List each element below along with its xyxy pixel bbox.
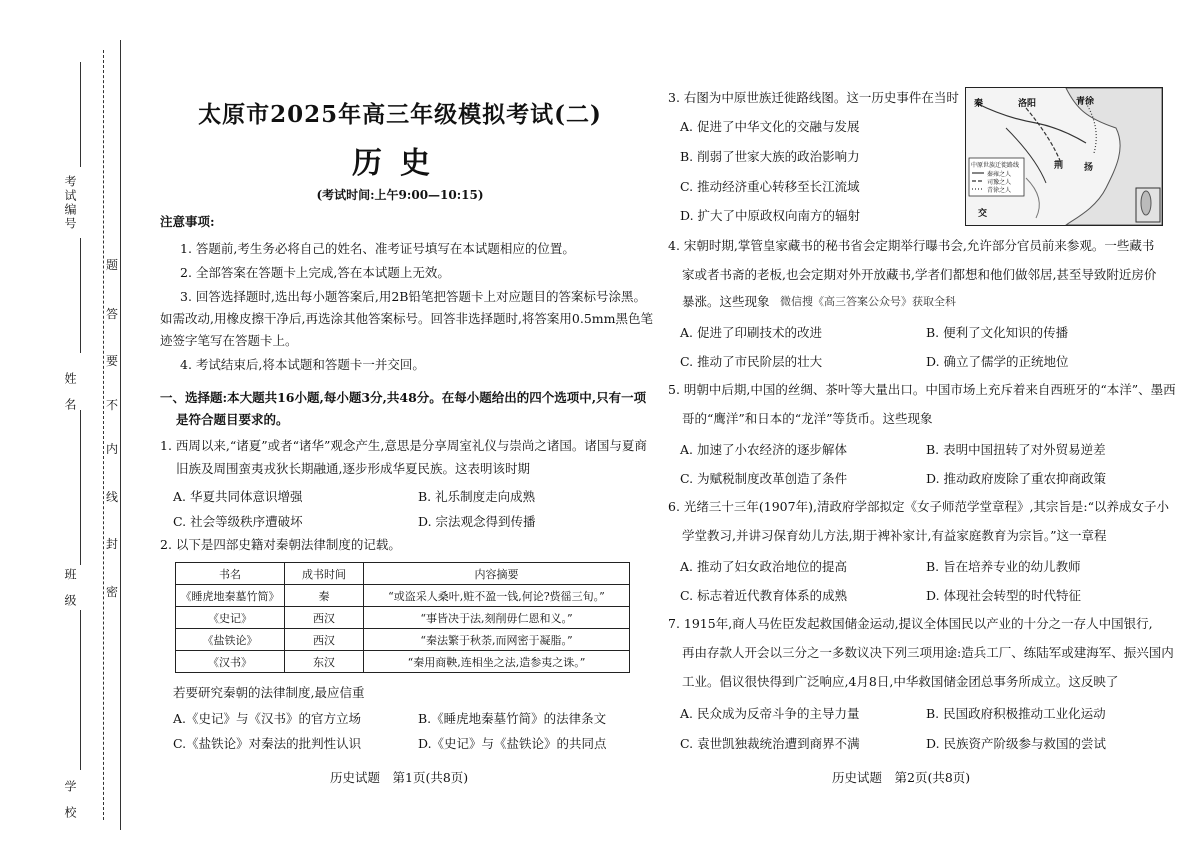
exam-number-line: [80, 62, 81, 167]
option-d: D.《史记》与《盐铁论》的共同点: [418, 736, 607, 751]
seal-line-dashed: [103, 50, 104, 820]
question-stem: 5. 明朝中后期,中国的丝绸、茶叶等大量出口。中国市场上充斥着来自西班牙的“本洋”、墨西: [668, 382, 1176, 397]
subject-title: 历史: [352, 146, 448, 181]
question-stem: 6. 光绪三十三年(1907年),清政府学部拟定《女子师范学堂章程》,其宗旨是:“以养成女子小: [668, 499, 1170, 514]
option-c: C. 袁世凯独裁统治遭到商界不满: [680, 736, 860, 751]
note-line: 如需改动,用橡皮擦干净后,再选涂其他答案标号。回答非选择题时,将答案用0.5mm黑色笔: [160, 311, 654, 326]
note-line: 迹签字笔写在答题卡上。: [160, 333, 298, 348]
option-c: C. 为赋税制度改革创造了条件: [680, 471, 848, 486]
table-row: [176, 585, 630, 607]
option-b: B. 削弱了世家大族的政治影响力: [680, 149, 860, 164]
table-cell: 《睡虎地秦墓竹简》: [176, 585, 285, 607]
option-b: B. 礼乐制度走向成熟: [418, 489, 536, 504]
map-legend-item: 司豫之人: [987, 179, 1012, 186]
seal-char: 内: [106, 442, 119, 456]
option-a: A.《史记》与《汉书》的官方立场: [173, 711, 362, 726]
table-cell: 秦: [285, 585, 364, 607]
school-label: 学校: [63, 780, 77, 832]
table-cell: 《汉书》: [176, 651, 285, 673]
question-stem: 3. 右图为中原世族迁徙路线图。这一历史事件在当时: [668, 90, 959, 105]
note-line: 4. 考试结束后,将本试题和答题卡一并交回。: [180, 357, 425, 372]
option-a: A. 推动了妇女政治地位的提高: [680, 559, 847, 574]
question-stem: 学堂教习,并讲习保育幼儿方法,期于裨补家计,有益家庭教育为宗旨。”这一章程: [682, 528, 1107, 543]
map-drawing: [966, 88, 1162, 225]
option-d: D. 推动政府废除了重农抑商政策: [926, 471, 1107, 486]
class-label: 班级: [63, 568, 77, 620]
seal-char: 线: [106, 490, 119, 504]
seal-char: 封: [106, 537, 119, 551]
table-cell: “事皆决于法,刻削毋仁恩和义。”: [364, 607, 630, 629]
table-cell: 《盐铁论》: [176, 629, 285, 651]
class-line: [80, 410, 81, 565]
option-d: D. 体现社会转型的时代特征: [926, 588, 1082, 603]
option-c: C. 推动经济重心转移至长江流域: [680, 179, 860, 194]
option-a: A. 加速了小农经济的逐步解体: [680, 442, 847, 457]
table-row: [176, 629, 630, 651]
map-label: 洛阳: [1018, 99, 1037, 109]
question-stem: 7. 1915年,商人马佐臣发起救国储金运动,提议全体国民以产业的十分之一存人中国银行,: [668, 616, 1153, 631]
table-cell: 西汉: [285, 607, 364, 629]
table-header: 书名: [176, 563, 285, 585]
section-heading: 一、选择题:本大题共16小题,每小题3分,共48分。在每小题给出的四个选项中,只有一项: [160, 390, 647, 405]
watermark-text: 微信搜《高三答案公众号》获取全科: [780, 295, 956, 308]
seal-char: 答: [106, 307, 119, 321]
map-legend-title: 中原世族迁徙路线: [971, 162, 1020, 169]
option-a: A. 促进了印刷技术的改进: [680, 325, 822, 340]
exam-number-label: 考试编号: [63, 175, 77, 231]
option-d: D. 扩大了中原政权向南方的辐射: [680, 208, 861, 223]
exam-title: 太原市2025年高三年级模拟考试(二): [198, 101, 602, 128]
seal-char: 题: [106, 258, 119, 272]
question-prompt: 若要研究秦朝的法律制度,最应信重: [173, 685, 365, 700]
question-stem: 再由存款人开会以三分之一多数议决下列三项用途:造兵工厂、练陆军或建海军、振兴国内: [682, 645, 1174, 660]
option-b: B. 表明中国扭转了对外贸易逆差: [926, 442, 1106, 457]
question-stem: 旧族及周围蛮夷戎狄长期融通,逐步形成华夏民族。这表明该时期: [176, 461, 530, 476]
question-stem: 工业。倡议很快得到广泛响应,4月8日,中华救国储金团总事务所成立。这反映了: [682, 674, 1119, 689]
table-header: 内容摘要: [364, 563, 630, 585]
notes-heading: 注意事项:: [160, 214, 215, 229]
map-label: 交: [978, 209, 988, 219]
option-a: A. 民众成为反帝斗争的主导力量: [680, 706, 860, 721]
table-cell: “秦法繁于秋荼,而网密于凝脂。”: [364, 629, 630, 651]
option-d: D. 确立了儒学的正统地位: [926, 354, 1069, 369]
table-row: [176, 607, 630, 629]
question-stem: 哥的“鹰洋”和日本的“龙洋”等货币。这些现象: [682, 411, 933, 426]
option-a: A. 促进了中华文化的交融与发展: [680, 119, 860, 134]
option-c: C. 标志着近代教育体系的成熟: [680, 588, 848, 603]
footer-left: 历史试题 第1页(共8页): [330, 770, 469, 785]
seal-char: 不: [106, 398, 119, 412]
seal-char: 密: [106, 585, 119, 599]
map-label: 青徐: [1076, 97, 1095, 107]
option-b: B. 便利了文化知识的传播: [926, 325, 1069, 340]
option-b: B. 旨在培养专业的幼儿教师: [926, 559, 1081, 574]
note-line: 3. 回答选择题时,选出每小题答案后,用2B铅笔把答题卡上对应题目的答案标号涂黑。: [180, 289, 646, 304]
seal-char: 要: [106, 354, 119, 368]
map-label: 扬: [1084, 163, 1094, 173]
map-legend-item: 青徐之人: [987, 187, 1012, 194]
school-line: [80, 610, 81, 770]
table-cell: “秦用商鞅,连相坐之法,造参夷之诛。”: [364, 651, 630, 673]
question-stem: 2. 以下是四部史籍对秦朝法律制度的记载。: [160, 537, 401, 552]
option-c: C. 社会等级秩序遭破坏: [173, 514, 303, 529]
table-row: [176, 651, 630, 673]
footer-right: 历史试题 第2页(共8页): [832, 770, 971, 785]
option-d: D. 宗法观念得到传播: [418, 514, 536, 529]
question-stem: 暴涨。这些现象: [682, 294, 770, 309]
option-c: C.《盐铁论》对秦法的批判性认识: [173, 736, 362, 751]
name-label: 姓名: [63, 372, 77, 424]
table-cell: 西汉: [285, 629, 364, 651]
note-line: 2. 全部答案在答题卡上完成,答在本试题上无效。: [180, 265, 450, 280]
question-stem: 家或者书斋的老板,也会定期对外开放藏书,学者们都想和他们做邻居,甚至导致附近房价: [682, 267, 1157, 282]
map-label: 秦: [974, 99, 984, 109]
table-cell: 东汉: [285, 651, 364, 673]
question-stem: 4. 宋朝时期,掌管皇家藏书的秘书省会定期举行曝书会,允许部分官员前来参观。一些藏书: [668, 238, 1155, 253]
option-a: A. 华夏共同体意识增强: [173, 489, 303, 504]
question-stem: 1. 西周以来,“诸夏”或者“诸华”观念产生,意思是分享周室礼仪与崇尚之诸国。诸国与夏商: [160, 438, 647, 453]
option-d: D. 民族资产阶级参与救国的尝试: [926, 736, 1107, 751]
history-table: [175, 562, 630, 673]
table-header-row: [176, 563, 630, 585]
table-cell: 《史记》: [176, 607, 285, 629]
option-c: C. 推动了市民阶层的壮大: [680, 354, 823, 369]
map-label: 荆: [1054, 161, 1064, 171]
table-header: 成书时间: [285, 563, 364, 585]
migration-map: [965, 87, 1163, 226]
map-legend-item: 秦雍之人: [987, 171, 1012, 178]
option-b: B. 民国政府积极推动工业化运动: [926, 706, 1106, 721]
seal-line-solid: [120, 40, 121, 830]
note-line: 1. 答题前,考生务必将自己的姓名、准考证号填写在本试题相应的位置。: [180, 241, 575, 256]
name-line: [80, 238, 81, 353]
option-b: B.《睡虎地秦墓竹简》的法律条文: [418, 711, 607, 726]
exam-time: (考试时间:上午9:00—10:15): [316, 188, 484, 202]
table-cell: “或盗采人桑叶,赃不盈一钱,何论?赀徭三旬。”: [364, 585, 630, 607]
section-heading-cont: 是符合题目要求的。: [176, 412, 289, 427]
